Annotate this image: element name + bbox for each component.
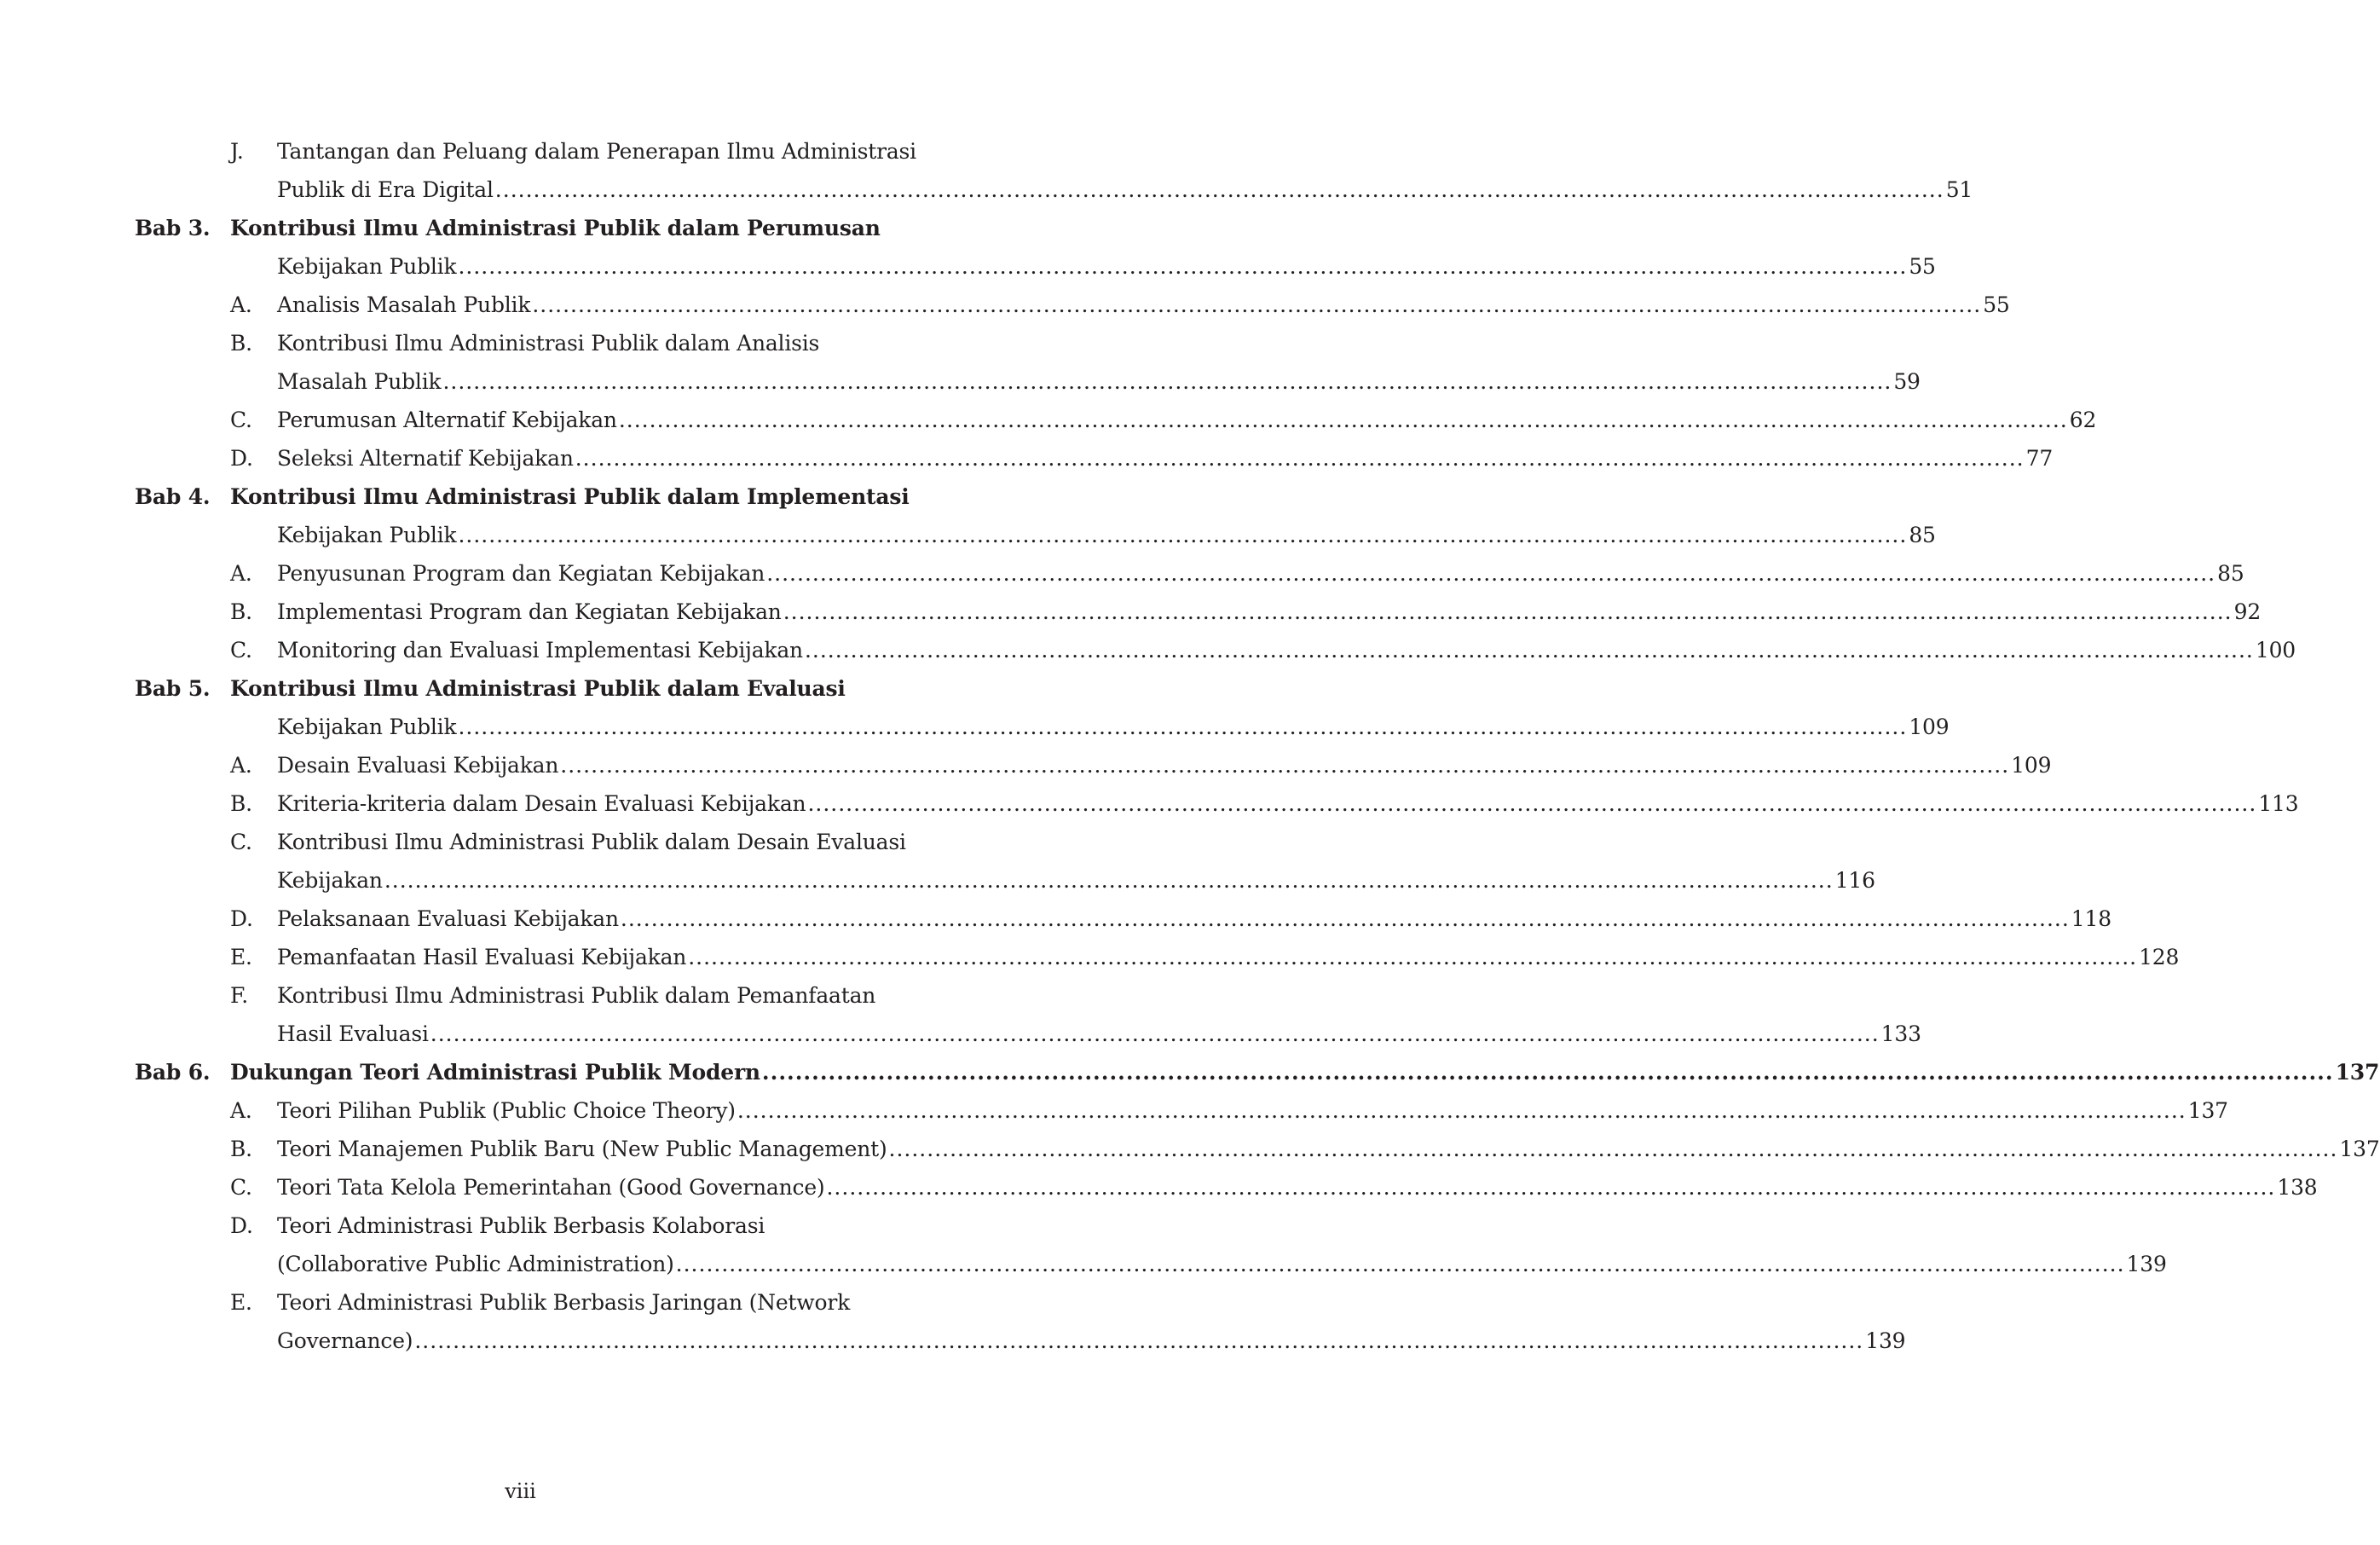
entry-page-number: 59: [1893, 369, 1921, 394]
section-letter: D.: [230, 446, 253, 471]
entry-page-number: 118: [2071, 906, 2111, 931]
entry-line: [277, 631, 2296, 669]
entry-title: Teori Tata Kelola Pemerintahan (Good Governance): [277, 1175, 825, 1200]
entry-title: Kontribusi Ilmu Administrasi Publik dalam Desain Evaluasi: [277, 830, 906, 854]
entry-page-number: 113: [2258, 791, 2299, 816]
dot-leader: [889, 1130, 2338, 1168]
section-letter: E.: [230, 1290, 252, 1315]
toc-entry: [0, 1206, 1041, 1245]
section-letter: C.: [230, 830, 252, 854]
dot-leader: [430, 1015, 1880, 1053]
dot-leader: [807, 784, 2256, 823]
entry-page-number: 139: [2126, 1252, 2167, 1276]
toc-entry: [0, 976, 1041, 1015]
entry-page-number: 109: [2011, 753, 2052, 778]
entry-line: [277, 516, 1936, 554]
toc-entry: [0, 516, 1936, 554]
toc-entry: [0, 1015, 1921, 1053]
entry-title: Kebijakan Publik: [277, 715, 457, 739]
entry-line: [277, 401, 2097, 439]
toc-entry: [0, 708, 1950, 746]
dot-leader: [458, 708, 1907, 746]
page-number: viii: [505, 1479, 536, 1503]
toc-entry: [0, 938, 2180, 976]
chapter-entry: [0, 669, 1041, 708]
entry-title: Kebijakan Publik: [277, 523, 457, 547]
entry-title: Kebijakan Publik: [277, 254, 457, 279]
dot-leader: [826, 1168, 2275, 1206]
section-letter: B.: [230, 331, 252, 356]
toc-entry: [0, 401, 2097, 439]
entry-title: Teori Manajemen Publik Baru (New Public Management): [277, 1137, 887, 1161]
toc-entry: [0, 247, 1936, 286]
chapter-entry: [0, 477, 1041, 516]
entry-line: [277, 247, 1936, 286]
table-of-contents: [0, 132, 2380, 1360]
section-letter: E.: [230, 945, 252, 969]
entry-line: [277, 938, 2180, 976]
toc-entry: [0, 746, 2052, 784]
chapter-label: Bab 5.: [135, 676, 211, 701]
entry-page-number: 116: [1834, 868, 1875, 893]
entry-title: Kriteria-kriteria dalam Desain Evaluasi Kebijakan: [277, 791, 806, 816]
entry-line: [230, 1053, 2380, 1091]
toc-entry: [0, 631, 2296, 669]
entry-title: Penyusunan Program dan Kegiatan Kebijakan: [277, 561, 765, 586]
toc-entry: [0, 784, 2299, 823]
section-letter: A.: [230, 753, 252, 778]
entry-page-number: 62: [2069, 408, 2097, 432]
entry-line: [277, 976, 912, 1015]
entry-line: [277, 900, 2111, 938]
entry-line: [277, 1015, 1921, 1053]
section-letter: A.: [230, 1098, 252, 1123]
dot-leader: [805, 631, 2254, 669]
dot-leader: [621, 900, 2070, 938]
entry-page-number: 139: [1865, 1328, 1906, 1353]
entry-line: [277, 1322, 1906, 1360]
dot-leader: [560, 746, 2009, 784]
chapter-label: Bab 3.: [135, 216, 211, 240]
dot-leader: [575, 439, 2025, 477]
entry-title: Tantangan dan Peluang dalam Penerapan Ilmu Administrasi: [277, 139, 916, 164]
entry-line: [277, 593, 2262, 631]
entry-title: Kontribusi Ilmu Administrasi Publik dalam Implementasi: [230, 484, 910, 509]
toc-entry: [0, 1283, 1041, 1322]
entry-title: Kebijakan: [277, 868, 383, 893]
toc-entry: [0, 593, 2262, 631]
entry-line: [277, 823, 912, 861]
entry-line: [230, 209, 912, 247]
entry-page-number: 100: [2255, 638, 2296, 663]
toc-entry: [0, 1130, 2380, 1168]
entry-line: [277, 708, 1950, 746]
section-letter: F.: [230, 983, 248, 1008]
section-letter: A.: [230, 292, 252, 317]
entry-line: [277, 1091, 2228, 1130]
toc-entry: [0, 171, 1973, 209]
toc-entry: [0, 1245, 2167, 1283]
entry-line: [277, 554, 2244, 593]
entry-line: [277, 132, 916, 171]
entry-line: [277, 439, 2054, 477]
dot-leader: [766, 554, 2215, 593]
entry-title: Masalah Publik: [277, 369, 442, 394]
entry-page-number: 85: [1909, 523, 1936, 547]
entry-page-number: 137: [2339, 1137, 2380, 1161]
entry-line: [277, 1206, 912, 1245]
entry-page-number: 137: [2187, 1098, 2228, 1123]
entry-line: [230, 669, 912, 708]
section-letter: C.: [230, 408, 252, 432]
toc-entry: [0, 362, 1921, 401]
dot-leader: [458, 247, 1907, 286]
section-letter: B.: [230, 791, 252, 816]
toc-entry: [0, 861, 1875, 900]
entry-page-number: 138: [2277, 1175, 2318, 1200]
chapter-label: Bab 6.: [135, 1060, 211, 1085]
dot-leader: [442, 362, 1892, 401]
entry-title: Implementasi Program dan Kegiatan Kebijakan: [277, 599, 782, 624]
section-letter: D.: [230, 906, 253, 931]
chapter-label: Bab 4.: [135, 484, 211, 509]
section-letter: C.: [230, 638, 252, 663]
entry-page-number: 55: [1983, 292, 2010, 317]
entry-title: Seleksi Alternatif Kebijakan: [277, 446, 574, 471]
entry-line: [277, 324, 912, 362]
toc-entry: [0, 132, 1041, 171]
entry-line: [277, 1245, 2167, 1283]
toc-entry: [0, 554, 2244, 593]
dot-leader: [619, 401, 2068, 439]
entry-line: [277, 1130, 2380, 1168]
entry-title: Kontribusi Ilmu Administrasi Publik dalam Evaluasi: [230, 676, 846, 701]
entry-title: Kontribusi Ilmu Administrasi Publik dalam Perumusan: [230, 216, 881, 240]
entry-page-number: 128: [2139, 945, 2180, 969]
entry-title: Teori Administrasi Publik Berbasis Kolaborasi: [277, 1213, 765, 1238]
entry-title: Dukungan Teori Administrasi Publik Modern: [230, 1060, 760, 1085]
section-letter: B.: [230, 599, 252, 624]
entry-title: Teori Administrasi Publik Berbasis Jaringan (Network: [277, 1290, 851, 1315]
dot-leader: [495, 171, 1944, 209]
entry-line: [277, 1283, 912, 1322]
dot-leader: [762, 1053, 2334, 1091]
toc-entry: [0, 1168, 2318, 1206]
entry-line: [277, 861, 1875, 900]
entry-line: [277, 784, 2299, 823]
entry-page-number: 133: [1880, 1021, 1921, 1046]
section-letter: A.: [230, 561, 252, 586]
toc-entry: [0, 1091, 2228, 1130]
dot-leader: [783, 593, 2233, 631]
entry-page-number: 92: [2233, 599, 2262, 624]
entry-page-number: 55: [1909, 254, 1936, 279]
toc-entry: [0, 439, 2054, 477]
dot-leader: [688, 938, 2137, 976]
entry-line: [277, 1168, 2318, 1206]
toc-entry: [0, 823, 1041, 861]
dot-leader: [737, 1091, 2186, 1130]
toc-entry: [0, 1322, 1906, 1360]
section-letter: B.: [230, 1137, 252, 1161]
entry-title: Analisis Masalah Publik: [277, 292, 531, 317]
entry-title: Kontribusi Ilmu Administrasi Publik dalam Pemanfaatan: [277, 983, 876, 1008]
entry-line: [277, 362, 1921, 401]
entry-title: Governance): [277, 1328, 413, 1353]
entry-line: [230, 477, 912, 516]
entry-page-number: 109: [1909, 715, 1950, 739]
section-letter: D.: [230, 1213, 253, 1238]
toc-entry: [0, 324, 1041, 362]
dot-leader: [676, 1245, 2125, 1283]
chapter-entry: [0, 1053, 2380, 1091]
entry-page-number: 77: [2025, 446, 2054, 471]
entry-title: (Collaborative Public Administration): [277, 1252, 674, 1276]
entry-page-number: 51: [1945, 177, 1973, 202]
dot-leader: [458, 516, 1907, 554]
section-letter: J.: [230, 139, 244, 164]
section-letter: C.: [230, 1175, 252, 1200]
entry-page-number: 85: [2217, 561, 2244, 586]
dot-leader: [414, 1322, 1863, 1360]
entry-title: Desain Evaluasi Kebijakan: [277, 753, 559, 778]
entry-line: [277, 286, 2010, 324]
entry-title: Teori Pilihan Publik (Public Choice Theory): [277, 1098, 736, 1123]
entry-title: Kontribusi Ilmu Administrasi Publik dalam Analisis: [277, 331, 820, 356]
entry-page-number: 137: [2335, 1060, 2380, 1085]
entry-line: [277, 171, 1973, 209]
chapter-entry: [0, 209, 1041, 247]
entry-title: Pelaksanaan Evaluasi Kebijakan: [277, 906, 619, 931]
entry-title: Pemanfaatan Hasil Evaluasi Kebijakan: [277, 945, 687, 969]
entry-line: [277, 746, 2052, 784]
toc-entry: [0, 900, 2111, 938]
entry-title: Hasil Evaluasi: [277, 1021, 429, 1046]
dot-leader: [532, 286, 1981, 324]
toc-entry: [0, 286, 2010, 324]
entry-title: Publik di Era Digital: [277, 177, 494, 202]
entry-title: Monitoring dan Evaluasi Implementasi Kebijakan: [277, 638, 803, 663]
entry-title: Perumusan Alternatif Kebijakan: [277, 408, 617, 432]
dot-leader: [384, 861, 1834, 900]
